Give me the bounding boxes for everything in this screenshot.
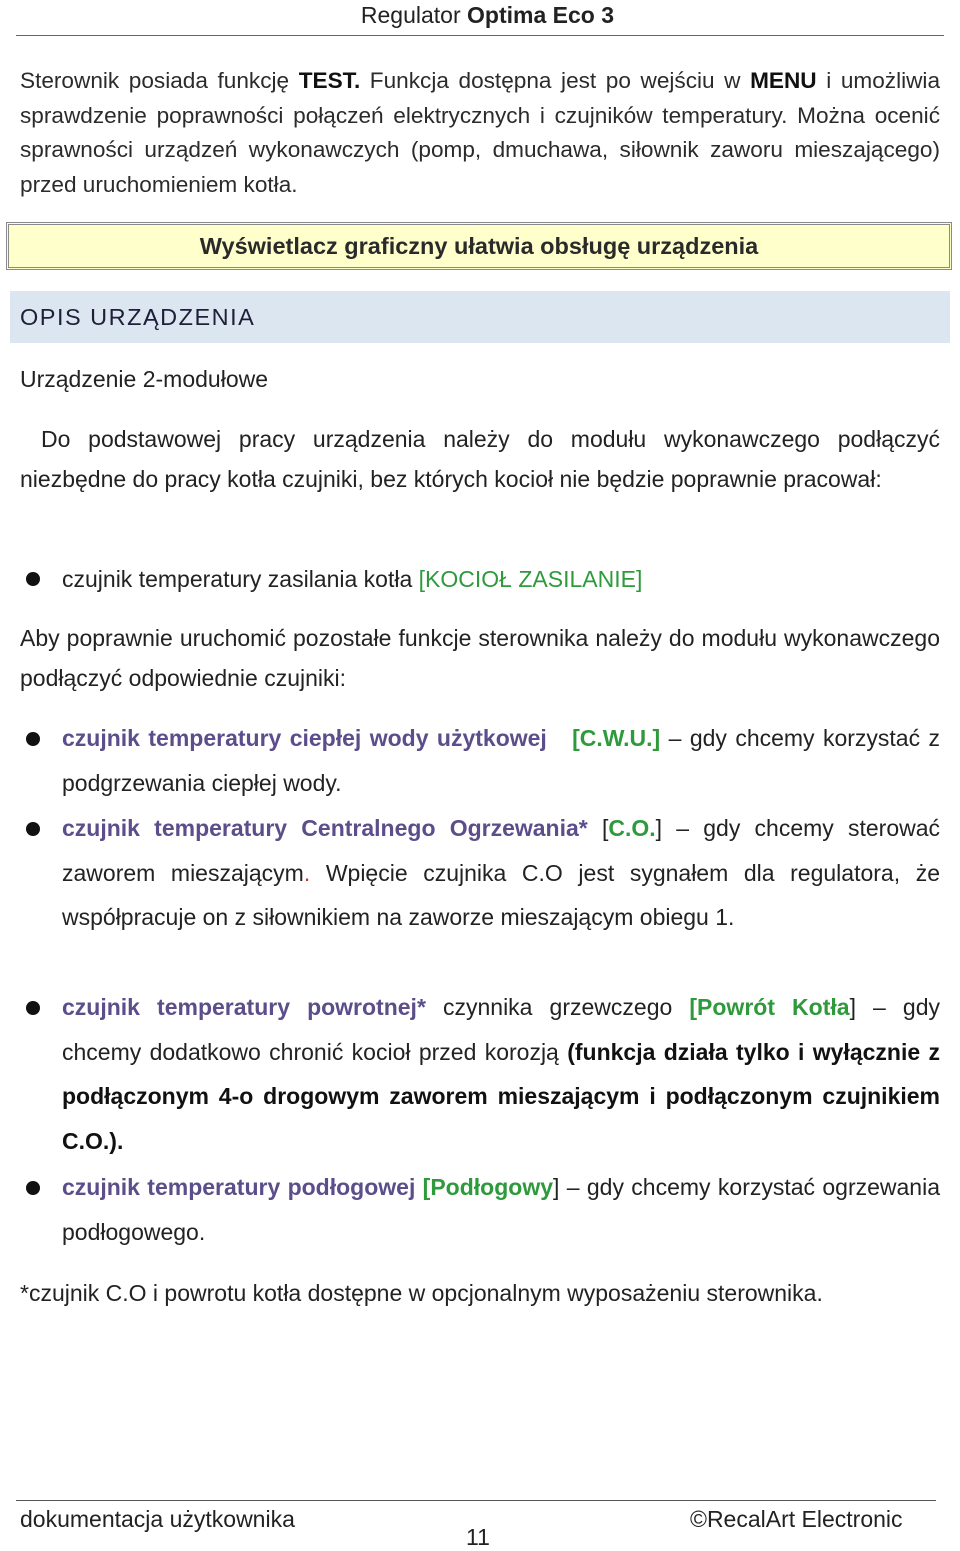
bullet-dot [26,732,40,746]
footer-divider [16,1500,936,1501]
list-item-supply-sensor [62,557,940,602]
list-item-bracket: ] [655,815,663,841]
list-item-bracket: [ [587,815,609,841]
list-item-bracket: ] [849,994,856,1020]
list-item-sensor-name: czujnik temperatury podłogowej [62,1174,416,1200]
paragraph-text: Do podstawowej pracy urządzenia należy do modułu wykonawczego podłączyć niezbędne do pracy kotła czujniki, bez których kocioł nie będzie poprawnie pracował: [20,426,940,492]
list-item-bold-note: (funkcja działa tylko i wyłącznie z podłączonym 4-o drogowym zaworem mieszającym i podłączonym czujnikiem C.O.). [62,1038,940,1154]
subtitle: Urządzenie 2-modułowe [20,366,269,392]
list-item-floor-sensor [62,1165,940,1254]
list-item-tag: [Podłogowy [415,1174,554,1200]
header-title [361,2,614,29]
header-divider [16,35,944,36]
list-item-text: – gdy chcemy korzystać ogrzewania podłogowego. [62,1174,940,1245]
list-item-tag: [KOCIOŁ ZASILANIE] [418,566,643,592]
list-item-text: czynnika grzewczego [425,994,690,1020]
intro-paragraph [20,64,940,202]
footnote: *czujnik C.O i powrotu kotła dostępne w opcjonalnym wyposażeniu sterownika. [20,1280,823,1306]
bullet-dot [26,572,40,586]
list-item-co-sensor [62,806,940,940]
footer-copyright: ©RecalArt Electronic [690,1506,903,1532]
header-title-bold: Optima Eco 3 [467,2,614,28]
list-item-text: Wpięcie czujnika C.O jest sygnałem dla regulatora, że współpracuje on z siłownikiem na zaworze mieszającym obiegu 1. [62,859,941,930]
intro-text-3: i umożliwia sprawdzenie poprawności połączeń elektrycznych i czujników temperatury. Można ocenić sprawności urządzeń wykonawczych (pomp, dmuchawa, siłownik zaworu mieszającego) przed uruchomieniem kotła. [20,68,941,197]
list-item-sensor-name: czujnik temperatury powrotnej* [62,994,426,1020]
footer-doc-label: dokumentacja użytkownika [20,1506,295,1532]
list-item-text: – gdy chcemy korzystać z podgrzewania ciepłej wody. [62,725,941,796]
header-title-regular: Regulator [360,2,461,28]
paragraph-additional-sensors: Aby poprawnie uruchomić pozostałe funkcje sterownika należy do modułu wykonawczego podłączyć odpowiednie czujniki: [20,625,940,691]
list-item-text: – gdy chcemy sterować zaworem mieszającym [62,815,941,886]
list-item-cwu-sensor [62,716,940,805]
list-item-sensor-name: czujnik temperatury ciepłej wody użytkowej [62,725,547,751]
list-item-tag: [Powrót Kotła [689,994,850,1020]
list-item-sensor-name: czujnik temperatury Centralnego Ogrzewania* [62,815,588,841]
callout-text: Wyświetlacz graficzny ułatwia obsługę urządzenia [199,233,759,259]
callout-box [6,222,952,270]
list-item-text: – gdy chcemy dodatkowo chronić kocioł przed korozją [62,994,940,1065]
intro-menu-keyword: MENU [750,68,817,93]
bullet-dot [26,1001,40,1015]
list-item-return-sensor [62,985,940,1163]
page-number: 11 [466,1524,490,1550]
list-item-tag: C.O. [608,815,656,841]
section-title: OPIS URZĄDZENIA [20,304,256,330]
bullet-dot [26,822,40,836]
intro-text-1: Sterownik posiada funkcję [20,68,299,93]
intro-test-keyword: TEST. [298,68,361,93]
list-item-text: czujnik temperatury zasilania kotła [62,566,419,592]
bullet-dot [26,1181,40,1195]
list-item-bracket: ] [553,1174,560,1200]
paragraph-basic-sensors [20,420,940,499]
list-item-tag: [C.W.U.] [572,725,661,751]
list-item-red-dot: . [303,859,311,886]
page-header [0,0,960,38]
intro-text-2: Funkcja dostępna jest po wejściu w [360,68,751,93]
section-heading-bar [10,291,950,343]
